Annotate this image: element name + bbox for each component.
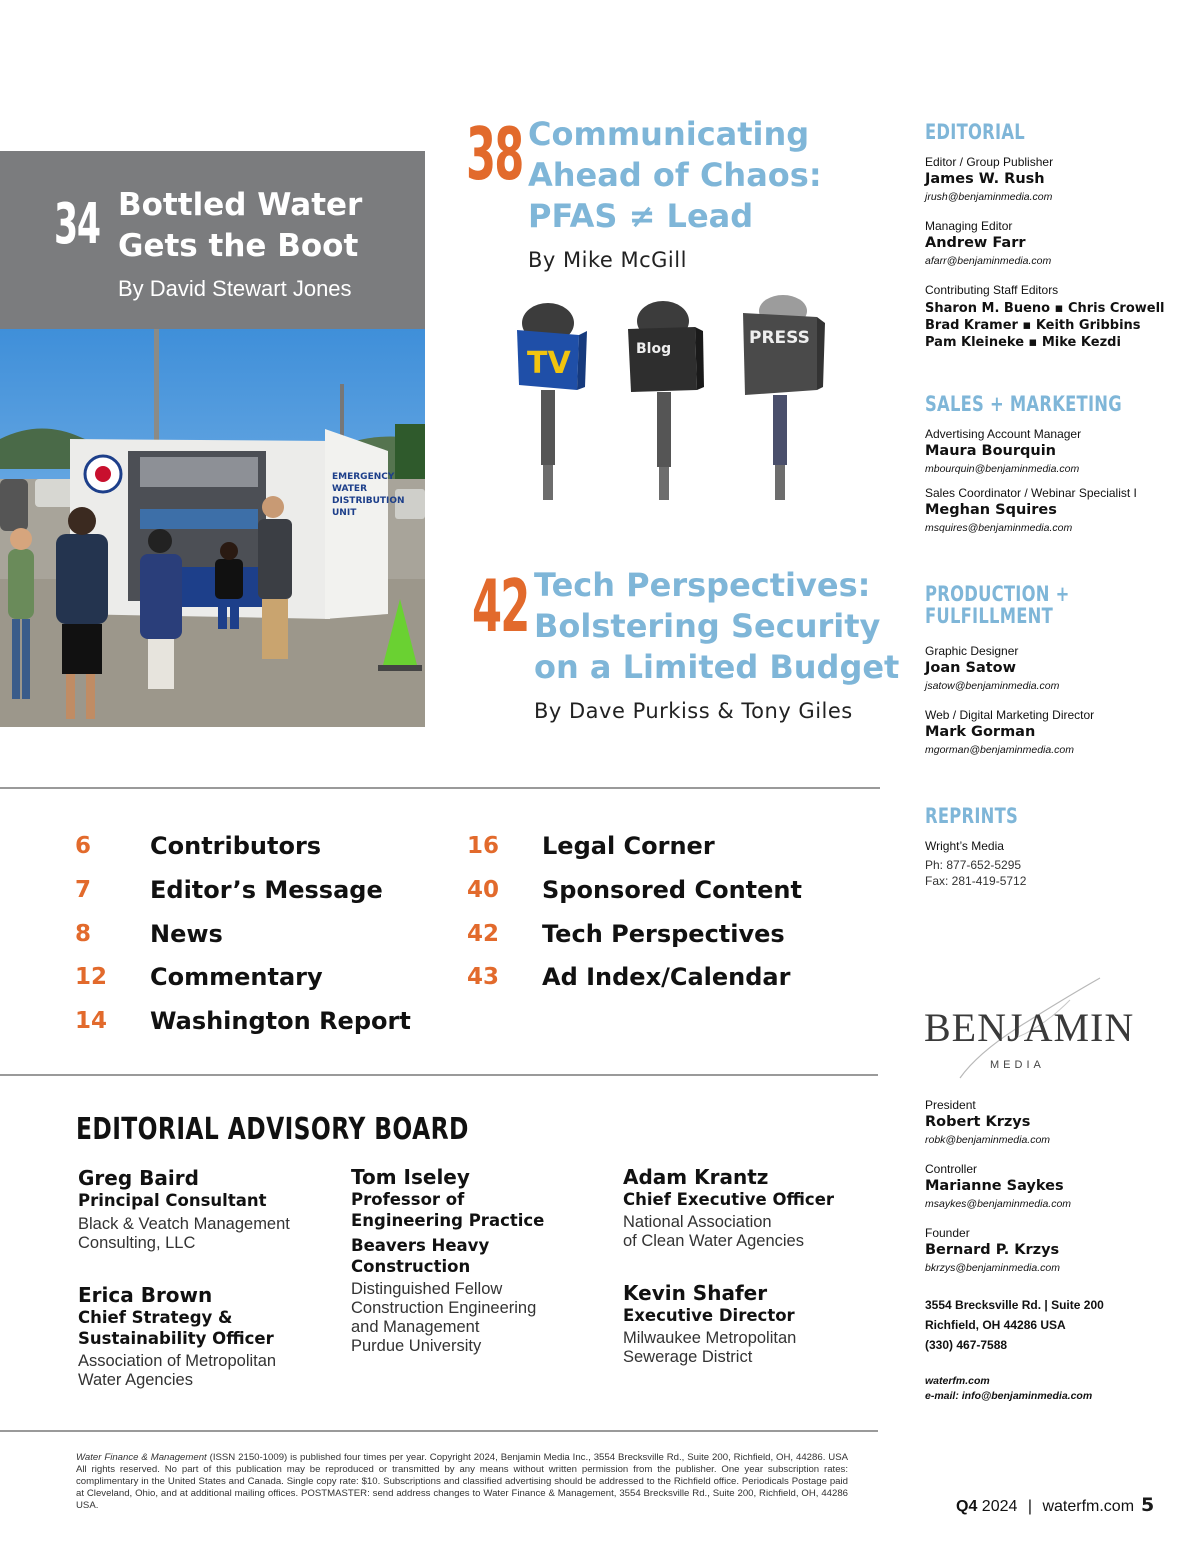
staff-role: Advertising Account Manager: [925, 427, 1082, 441]
feature-38-title-line1: Communicating: [528, 115, 810, 153]
member-title: Chief Strategy &: [78, 1308, 233, 1327]
masthead-editorial: [925, 120, 1185, 350]
member-org: Distinguished Fellow: [351, 1280, 503, 1298]
staff-name: Andrew Farr: [925, 235, 1026, 251]
company-address-line2: Richfield, OH 44286 USA: [925, 1318, 1066, 1332]
feature-34-photo[interactable]: [0, 329, 425, 727]
feature-38-title[interactable]: [528, 114, 822, 237]
feature-34-title-line1: Bottled Water: [118, 187, 363, 223]
staff-name: Meghan Squires: [925, 502, 1057, 518]
toc-page-number: 8: [75, 921, 92, 947]
staff-role: Sales Coordinator / Webinar Specialist I: [925, 486, 1137, 500]
toc-link-tech-perspectives[interactable]: Tech Perspectives: [542, 920, 785, 948]
masthead-reprints: [925, 804, 1185, 888]
section-divider-top: [0, 787, 880, 789]
staff-role: President: [925, 1098, 976, 1112]
staff-name: Marianne Saykes: [925, 1178, 1064, 1194]
feature-38-title-line3: PFAS ≠ Lead: [528, 197, 754, 235]
page-folio: [956, 1498, 1134, 1516]
toc-page-number: 40: [467, 877, 500, 903]
benjamin-media-logo[interactable]: [920, 970, 1135, 1085]
staff-name: Joan Satow: [925, 660, 1017, 676]
svg-text:EMERGENCY: EMERGENCY: [332, 472, 395, 482]
staff-role: Editor / Group Publisher: [925, 155, 1054, 169]
member-title: Chief Executive Officer: [623, 1190, 835, 1209]
tv-microphone: [517, 303, 587, 500]
staff-name: Robert Krzys: [925, 1114, 1031, 1130]
feature-42-title-line3: on a Limited Budget: [534, 648, 900, 686]
advisory-member-card: [78, 1283, 276, 1390]
masthead-sales: [925, 392, 1185, 534]
member-org: Association of Metropolitan: [78, 1352, 277, 1370]
toc-link-legal-corner[interactable]: Legal Corner: [542, 832, 715, 860]
toc-page-number: 6: [75, 833, 92, 859]
toc-page-number: 7: [75, 877, 92, 903]
toc-link-commentary[interactable]: Commentary: [150, 963, 323, 991]
company-website-link[interactable]: waterfm.com: [925, 1375, 990, 1387]
staff-names-line: Sharon M. Bueno ▪ Chris Crowell: [925, 301, 1165, 316]
member-title: Construction: [351, 1257, 471, 1276]
mic-label-tv: TV: [527, 346, 571, 381]
reprints-phone: Ph: 877-652-5295: [925, 858, 1022, 872]
microphones-illustration: [505, 295, 835, 500]
feature-42-page-number[interactable]: 42: [472, 564, 529, 648]
member-title: Beavers Heavy: [351, 1236, 490, 1255]
feature-42-byline: By Dave Purkiss & Tony Giles: [534, 699, 853, 723]
feature-38-page-number[interactable]: 38: [466, 112, 523, 196]
toc-page-number: 43: [467, 964, 500, 990]
toc-page-number: 14: [75, 1008, 108, 1034]
staff-role: Managing Editor: [925, 219, 1013, 233]
toc-page-number: 12: [75, 964, 108, 990]
folio-website-link[interactable]: waterfm.com: [1042, 1498, 1135, 1515]
staff-email-link[interactable]: jsatow@benjaminmedia.com: [925, 680, 1060, 692]
logo-subtitle: MEDIA: [990, 1059, 1045, 1071]
toc-link-contributors[interactable]: Contributors: [150, 832, 322, 860]
toc-link-ad-index-calendar[interactable]: Ad Index/Calendar: [542, 963, 791, 991]
advisory-member-card: [78, 1166, 290, 1253]
company-address-line1: 3554 Brecksville Rd. | Suite 200: [925, 1298, 1104, 1312]
staff-email-link[interactable]: mbourquin@benjaminmedia.com: [925, 463, 1080, 475]
logo-wordmark: BENJAMIN: [924, 1005, 1135, 1050]
staff-name: Mark Gorman: [925, 724, 1036, 740]
issue-year: 2024: [981, 1498, 1018, 1515]
member-title: Executive Director: [623, 1306, 795, 1325]
feature-38-byline: By Mike McGill: [528, 248, 687, 272]
member-org: Construction Engineering: [351, 1299, 537, 1317]
staff-email-link[interactable]: mgorman@benjaminmedia.com: [925, 744, 1074, 756]
staff-name: Bernard P. Krzys: [925, 1242, 1060, 1258]
section-divider-middle: [0, 1074, 878, 1076]
mic-label-press: PRESS: [749, 328, 810, 348]
staff-names-line: Brad Kramer ▪ Keith Gribbins: [925, 318, 1141, 333]
feature-42-title-line2: Bolstering Security: [534, 607, 881, 645]
member-org: Purdue University: [351, 1337, 482, 1355]
staff-name: James W. Rush: [925, 171, 1045, 187]
feature-42-title-line1: Tech Perspectives:: [534, 566, 871, 604]
blog-microphone: [628, 301, 704, 500]
press-microphone: [743, 295, 825, 500]
toc-link-news[interactable]: News: [150, 920, 223, 948]
publication-fine-print: [76, 1452, 848, 1512]
masthead-heading-production: [925, 583, 1128, 627]
member-org: National Association: [623, 1213, 772, 1231]
company-phone: (330) 467-7588: [925, 1338, 1008, 1352]
member-name: Greg Baird: [78, 1166, 199, 1190]
member-name: Kevin Shafer: [623, 1281, 768, 1305]
water-unit-photo-illustration: [0, 329, 425, 727]
toc-link-sponsored-content[interactable]: Sponsored Content: [542, 876, 802, 904]
advisory-member-card: [623, 1281, 796, 1367]
issue-quarter: Q4: [956, 1498, 978, 1515]
feature-34-title[interactable]: [118, 185, 418, 267]
staff-email-link[interactable]: msaykes@benjaminmedia.com: [925, 1198, 1072, 1210]
toc-link-washington-report[interactable]: Washington Report: [150, 1007, 411, 1035]
feature-42-title[interactable]: [534, 565, 899, 688]
advisory-member-card: [623, 1165, 834, 1251]
toc-page-number: 16: [467, 833, 500, 859]
staff-role: Web / Digital Marketing Director: [925, 708, 1095, 722]
member-name: Tom Iseley: [351, 1165, 470, 1189]
svg-text:DISTRIBUTION: DISTRIBUTION: [332, 496, 405, 506]
member-title: Engineering Practice: [351, 1211, 545, 1230]
member-org: Sewerage District: [623, 1348, 753, 1366]
publication-name: Water Finance & Management: [76, 1452, 207, 1463]
publication-statement: (ISSN 2150-1009) is published four times per year. Copyright 2024, Benjamin Media Inc., 3554 Brecksville Rd., Suite 200, Richfield, OH, 44286. USA All rights reserved. No part of this publication may be reproduced or transmitted by any means without written permission from the publisher. One year subscription rates: complimentary in the United States and Canada. Single copy rate: $10. Subscriptions and classified advertising should be addressed to the Richfield office. Periodicals Postage paid at Cleveland, Ohio, and at additional mailing offices. POSTMASTER: send address changes to Water Finance & Management, 3554 Brecksville Rd., Suite 200, Richfield, OH, 44286 USA.: [76, 1452, 849, 1511]
member-name: Adam Krantz: [623, 1165, 769, 1189]
svg-text:WATER: WATER: [332, 484, 368, 494]
staff-role: Controller: [925, 1162, 978, 1176]
section-divider-bottom: [0, 1430, 878, 1432]
folio-separator: |: [1027, 1498, 1032, 1515]
member-title: Principal Consultant: [78, 1191, 267, 1210]
page-number: 5: [1141, 1494, 1155, 1516]
member-title: Professor of: [351, 1190, 465, 1209]
member-name: Erica Brown: [78, 1283, 213, 1307]
member-org: Black & Veatch Management: [78, 1215, 290, 1233]
staff-names-line: Pam Kleineke ▪ Mike Kezdi: [925, 335, 1121, 350]
member-org: and Management: [351, 1318, 480, 1336]
member-org: Consulting, LLC: [78, 1234, 196, 1252]
masthead-heading-reprints: REPRINTS: [925, 804, 1019, 828]
staff-email-link[interactable]: bkrzys@benjaminmedia.com: [925, 1262, 1060, 1274]
reprints-company: Wright’s Media: [925, 839, 1004, 853]
reprints-fax: Fax: 281-419-5712: [925, 874, 1027, 888]
feature-34-title-line2: Gets the Boot: [118, 228, 359, 264]
staff-email-link[interactable]: afarr@benjaminmedia.com: [925, 255, 1052, 267]
member-title: Sustainability Officer: [78, 1329, 274, 1348]
member-org: of Clean Water Agencies: [623, 1232, 804, 1250]
masthead-heading-line: FULFILLMENT: [925, 604, 1054, 628]
masthead-heading-sales: SALES + MARKETING: [925, 392, 1122, 416]
toc-page-number: 42: [467, 921, 500, 947]
advisory-member-card: [351, 1165, 544, 1356]
feature-34-page-number[interactable]: 34: [54, 192, 100, 257]
company-email-link[interactable]: e-mail: info@benjaminmedia.com: [925, 1390, 1093, 1402]
staff-role: Founder: [925, 1226, 970, 1240]
staff-email-link[interactable]: jrush@benjaminmedia.com: [925, 191, 1053, 203]
staff-role: Contributing Staff Editors: [925, 283, 1059, 297]
advisory-board-heading: EDITORIAL ADVISORY BOARD: [76, 1112, 469, 1147]
feature-38-title-line2: Ahead of Chaos:: [528, 156, 822, 194]
masthead-heading-line: PRODUCTION +: [925, 582, 1070, 606]
feature-34-byline: By David Stewart Jones: [118, 276, 352, 301]
member-org: Milwaukee Metropolitan: [623, 1329, 797, 1347]
toc-link-editors-message[interactable]: Editor’s Message: [150, 876, 383, 904]
feature-38-microphones-image[interactable]: [505, 295, 835, 500]
staff-role: Graphic Designer: [925, 644, 1019, 658]
mic-label-blog: Blog: [636, 341, 672, 357]
masthead-production: [925, 582, 1185, 756]
staff-name: Maura Bourquin: [925, 443, 1057, 459]
svg-text:UNIT: UNIT: [332, 508, 357, 518]
staff-email-link[interactable]: msquires@benjaminmedia.com: [925, 522, 1073, 534]
staff-email-link[interactable]: robk@benjaminmedia.com: [925, 1134, 1051, 1146]
member-org: Water Agencies: [78, 1371, 193, 1389]
masthead-heading-editorial: EDITORIAL: [925, 120, 1025, 144]
